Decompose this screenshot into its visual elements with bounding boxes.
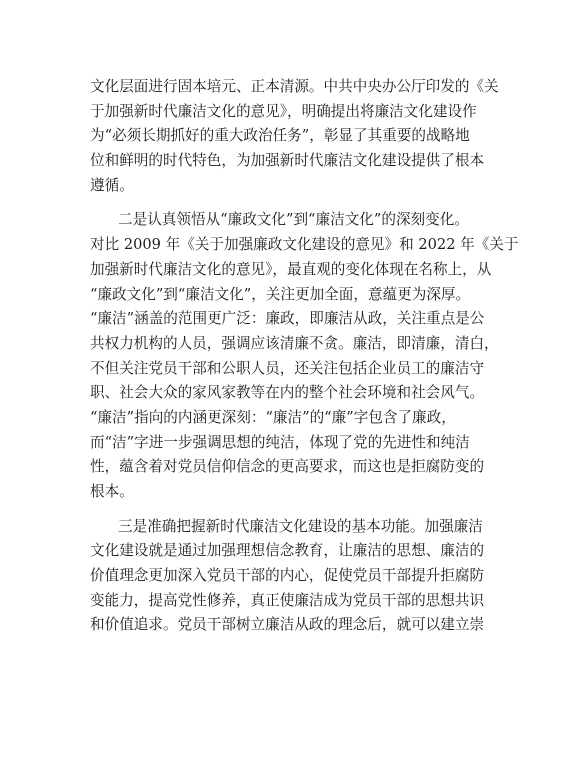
paragraph-gap — [90, 505, 510, 515]
text-line: “廉政文化”到“廉洁文化”，关注更加全面，意蕴更为深厚。 — [90, 285, 471, 303]
text-line: 文化层面进行固本培元、正本清源。中共中央办公厅印发的《关 — [90, 78, 499, 95]
text-line: 性，蕴含着对党员信仰信念的更高要求，而这也是拒腐防变的 — [90, 458, 485, 476]
text-line: 二是认真领悟从“廉政文化”到“廉洁文化”的深刻变化。 — [118, 211, 469, 229]
text-line: “廉洁”指向的内涵更深刻：“廉洁”的“廉”字包含了廉政， — [90, 408, 456, 426]
text-line: 变能力，提高党性修养，真正使廉洁成为党员干部的思想共识 — [90, 591, 485, 609]
text-line: 遵循。 — [90, 176, 134, 194]
paragraph-1 — [90, 75, 510, 198]
text-line: 和价值追求。党员干部树立廉洁从政的理念后，就可以建立崇 — [90, 616, 485, 634]
text-line: 价值理念更加深入党员干部的内心，促使党员干部提升拒腐防 — [90, 567, 485, 585]
text-line: 为“必须长期抓好的重大政治任务”，彰显了其重要的战略地 — [90, 127, 470, 145]
paragraph-3 — [90, 515, 510, 638]
text-line: 职、社会大众的家风家教等在内的整个社会环境和社会风气。 — [90, 384, 485, 402]
text-line: 而“洁”字进一步强调思想的纯洁，体现了党的先进性和纯洁 — [90, 433, 470, 451]
text-line: 对比 2009 年《关于加强廉政文化建设的意见》和 2022 年《关于 — [90, 236, 519, 254]
document-body — [90, 75, 519, 638]
text-line: 加强新时代廉洁文化的意见》，最直观的变化体现在名称上，从 — [90, 260, 492, 278]
text-line: 三是准确把握新时代廉洁文化建设的基本功能。加强廉洁 — [118, 517, 483, 535]
paragraph-gap — [90, 198, 510, 208]
text-line: 共权力机构的人员，强调应该清廉不贪。廉洁，即清廉，清白， — [90, 334, 499, 352]
text-line: 于加强新时代廉洁文化的意见》，明确提出将廉洁文化建设作 — [90, 102, 477, 120]
text-line: 文化建设就是通过加强理想信念教育，让廉洁的思想、廉洁的 — [90, 542, 485, 560]
paragraph-2 — [90, 208, 519, 504]
text-line: “廉洁”涵盖的范围更广泛：廉政，即廉洁从政，关注重点是公 — [90, 310, 485, 328]
text-line: 不但关注党员干部和公职人员，还关注包括企业员工的廉洁守 — [90, 359, 485, 377]
text-line: 根本。 — [90, 483, 134, 500]
text-line: 位和鲜明的时代特色，为加强新时代廉洁文化建设提供了根本 — [90, 152, 485, 170]
